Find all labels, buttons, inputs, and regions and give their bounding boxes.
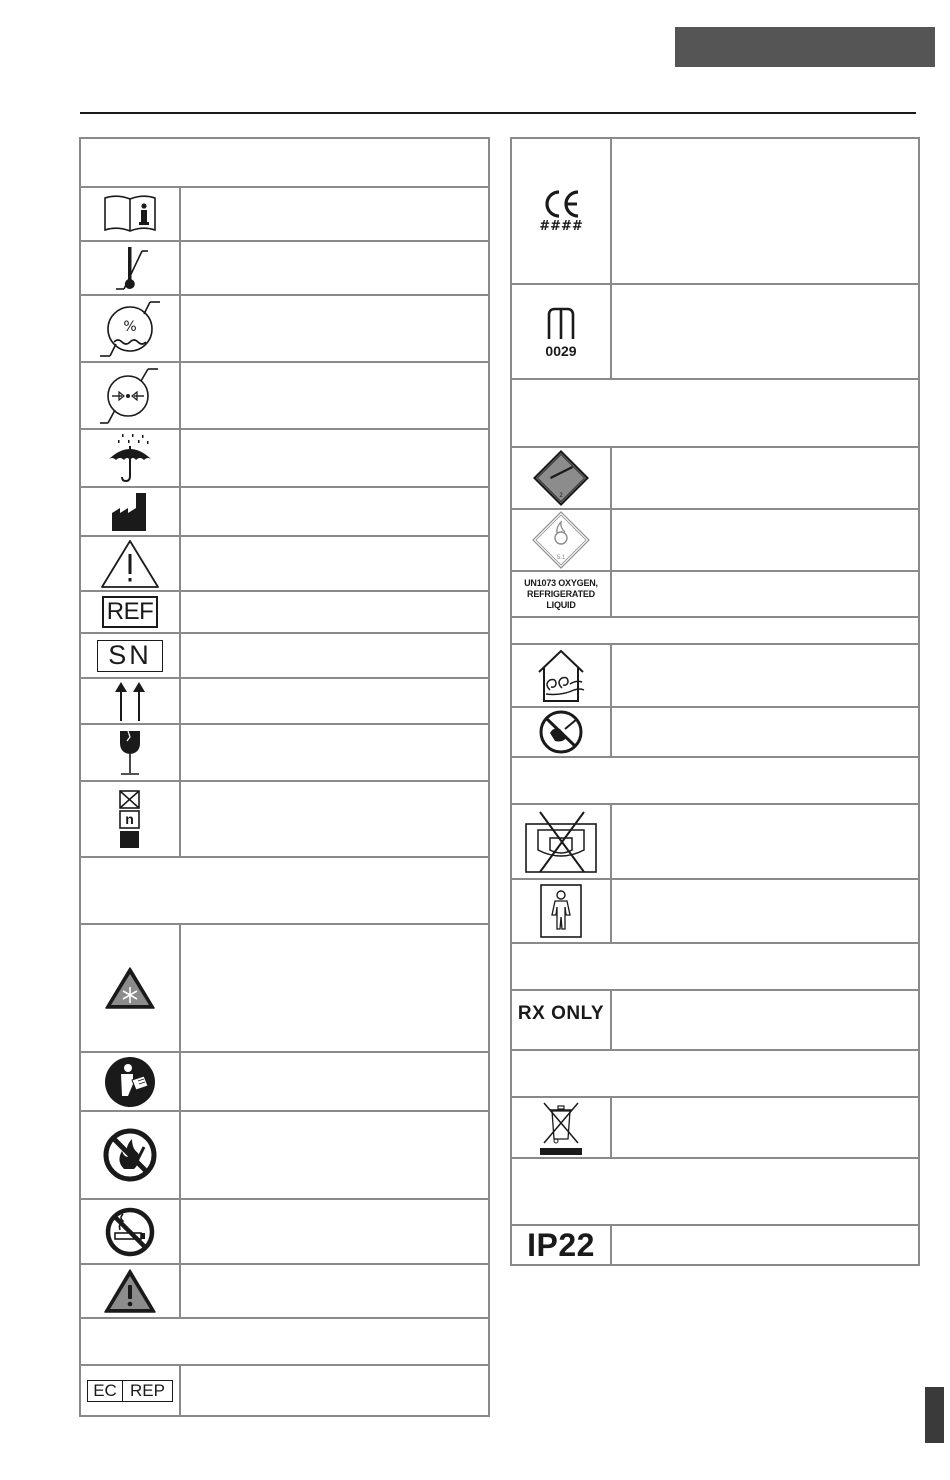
table-row	[81, 1110, 488, 1198]
svg-text:2: 2	[559, 493, 563, 499]
row-description	[181, 592, 488, 632]
temperature-limit-icon	[81, 242, 181, 294]
authorized-representative-icon	[81, 1366, 181, 1415]
table-row	[81, 361, 488, 428]
section-header	[512, 942, 918, 989]
row-description	[181, 537, 488, 590]
row-description	[612, 880, 918, 942]
row-description	[612, 805, 918, 878]
table-row	[512, 1096, 918, 1157]
row-description	[612, 572, 918, 616]
ip-rating-text: IP22	[527, 1226, 595, 1263]
row-description	[612, 708, 918, 756]
table-row	[81, 240, 488, 294]
table-row	[81, 486, 488, 535]
row-description	[612, 645, 918, 706]
sn-box: SN	[97, 640, 163, 672]
non-flammable-gas-placard-icon	[512, 448, 612, 508]
table-row	[512, 570, 918, 616]
row-description	[181, 363, 488, 428]
table-row	[512, 878, 918, 942]
header-rule	[80, 112, 916, 114]
row-description	[181, 925, 488, 1051]
table-row	[512, 706, 918, 756]
ref-box: REF	[102, 596, 158, 628]
refer-to-manual-icon	[81, 1053, 181, 1110]
general-warning-icon	[81, 1265, 181, 1317]
row-description	[181, 188, 488, 240]
table-row	[81, 1364, 488, 1415]
row-description	[181, 242, 488, 294]
row-description	[612, 991, 918, 1049]
section-tab	[675, 27, 935, 67]
stacking-limit-icon	[81, 782, 181, 856]
right-symbols-table	[510, 137, 920, 1266]
no-smoking-icon	[81, 1200, 181, 1263]
row-description	[181, 1366, 488, 1415]
row-description	[181, 679, 488, 723]
table-row	[512, 139, 918, 283]
catalogue-number-icon	[81, 592, 181, 632]
row-description	[612, 1226, 918, 1264]
row-description	[181, 1112, 488, 1198]
indoor-use-ventilation-icon	[512, 645, 612, 706]
table-row	[81, 1198, 488, 1263]
row-description	[181, 296, 488, 361]
table-row	[512, 1224, 918, 1264]
section-header	[512, 756, 918, 803]
table-row	[81, 1051, 488, 1110]
table-row	[512, 803, 918, 878]
keep-dry-icon	[81, 430, 181, 486]
manufacturer-icon	[81, 488, 181, 535]
svg-text:n: n	[125, 811, 134, 827]
table-row	[81, 428, 488, 486]
section-header	[512, 378, 918, 446]
no-grease-oil-icon	[512, 708, 612, 756]
section-header	[81, 1317, 488, 1364]
table-row	[512, 508, 918, 570]
row-description	[181, 1200, 488, 1263]
humidity-limitation-icon	[81, 296, 181, 361]
section-header	[81, 856, 488, 923]
row-description	[181, 782, 488, 856]
row-description	[181, 1265, 488, 1317]
oxidizer-placard-icon	[512, 510, 612, 570]
row-description	[612, 448, 918, 508]
caution-icon	[81, 537, 181, 590]
svg-text:%: %	[123, 318, 137, 335]
ingress-protection-label	[512, 1226, 612, 1264]
row-description	[181, 634, 488, 677]
row-description	[181, 725, 488, 780]
section-header	[512, 1157, 918, 1224]
svg-text:5.1: 5.1	[556, 555, 566, 561]
row-description	[612, 1098, 918, 1157]
notified-body-number: ####	[539, 218, 583, 234]
ce-mark-icon	[512, 139, 612, 283]
weee-disposal-icon	[512, 1098, 612, 1157]
table-row	[512, 989, 918, 1049]
atmospheric-pressure-limitation-icon	[81, 363, 181, 428]
table-row	[512, 446, 918, 508]
section-header	[512, 1049, 918, 1096]
instructions-for-use-icon	[81, 188, 181, 240]
un-number-label	[512, 572, 612, 616]
table-row	[81, 590, 488, 632]
row-description	[181, 488, 488, 535]
table-row	[81, 677, 488, 723]
table-row	[81, 535, 488, 590]
table-row	[512, 283, 918, 378]
row-description	[612, 510, 918, 570]
this-way-up-icon	[81, 679, 181, 723]
row-description	[181, 1053, 488, 1110]
page-edge-marker	[925, 1387, 944, 1443]
table-row	[512, 643, 918, 706]
section-header	[512, 616, 918, 643]
ec-rep-box: EC REP	[87, 1380, 173, 1402]
table-row	[81, 294, 488, 361]
row-description	[612, 285, 918, 378]
pi-body-number: 0029	[545, 342, 577, 359]
row-description	[612, 139, 918, 283]
not-mri-safe-icon	[512, 805, 612, 878]
rx-only-label	[512, 991, 612, 1049]
fragile-icon	[81, 725, 181, 780]
table-row	[81, 632, 488, 677]
rx-only-text: RX ONLY	[517, 1003, 605, 1024]
un-number-text: UN1073 OXYGEN, REFRIGERATED LIQUID	[524, 577, 598, 610]
table-row	[81, 723, 488, 780]
row-description	[181, 430, 488, 486]
no-open-flames-icon	[81, 1112, 181, 1198]
section-header	[81, 139, 488, 186]
table-row	[81, 186, 488, 240]
table-row	[81, 923, 488, 1051]
type-b-applied-part-icon	[512, 880, 612, 942]
table-row	[81, 780, 488, 856]
pi-mark-icon	[512, 285, 612, 378]
low-temperature-cold-warning-icon	[81, 925, 181, 1051]
serial-number-icon	[81, 634, 181, 677]
left-symbols-table	[79, 137, 490, 1417]
table-row	[81, 1263, 488, 1317]
